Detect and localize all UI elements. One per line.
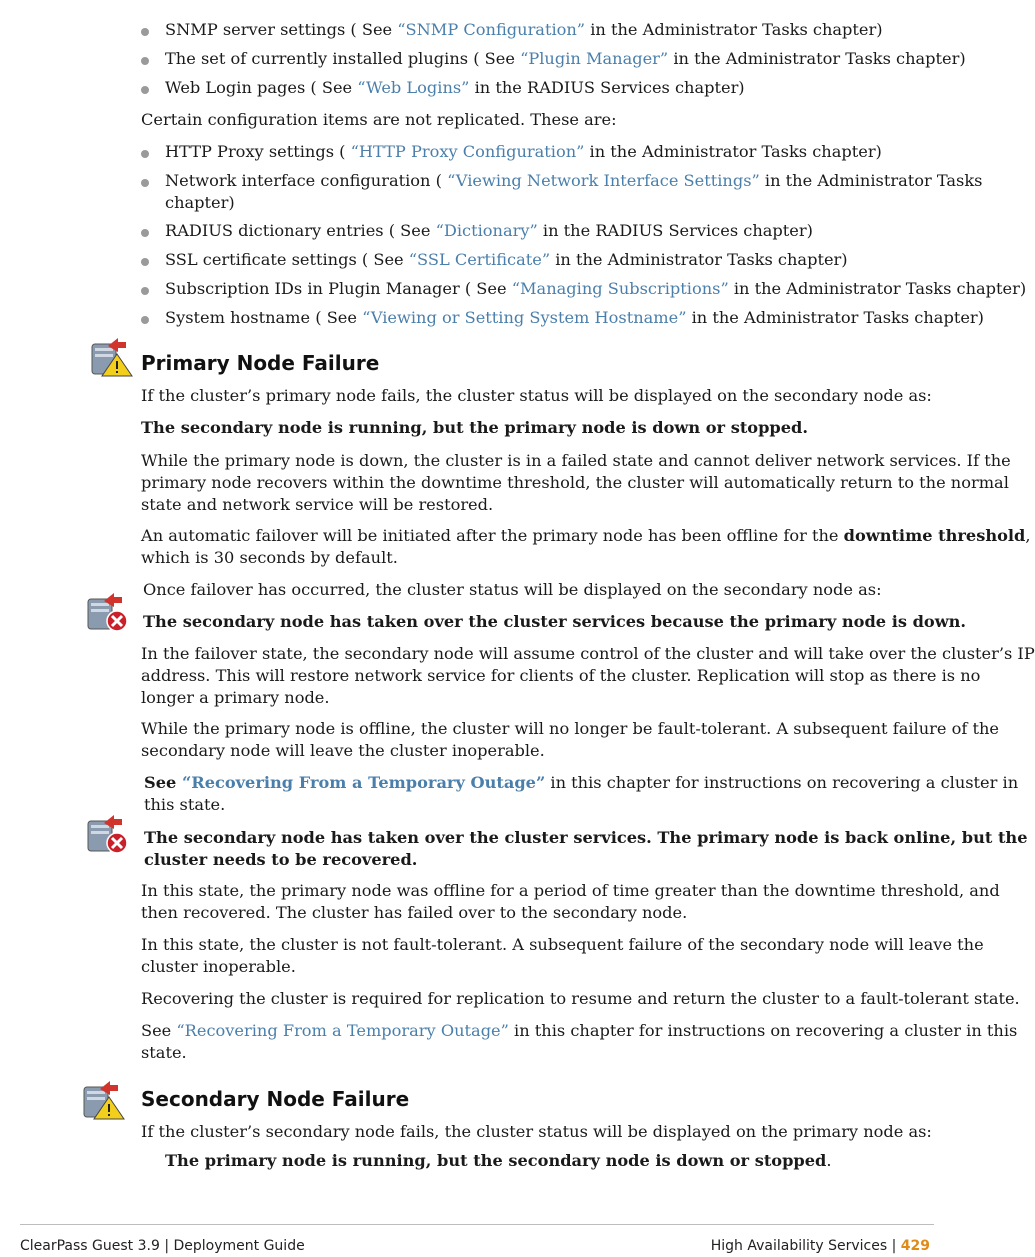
list-item xyxy=(165,170,982,192)
list-item-text: Web Login pages ( See xyxy=(165,78,358,97)
list-item xyxy=(165,278,1026,300)
list-item-text: SSL certificate settings ( See xyxy=(165,250,409,269)
bullet-marker xyxy=(141,28,149,36)
link-recovering-from-temporary-outage[interactable]: “Recovering From a Temporary Outage” xyxy=(181,773,546,792)
status-message xyxy=(165,1150,832,1172)
bullet-marker xyxy=(141,258,149,266)
paragraph-line: secondary node will leave the cluster inoperable. xyxy=(141,741,545,760)
link-web-logins[interactable]: “Web Logins” xyxy=(357,78,470,97)
paragraph-line: state. xyxy=(141,1043,187,1062)
paragraph: Once failover has occurred, the cluster status will be displayed on the secondary node as: xyxy=(143,580,882,599)
link-http-proxy-configuration[interactable]: “HTTP Proxy Configuration” xyxy=(350,142,585,161)
paragraph xyxy=(141,718,999,762)
list-item xyxy=(165,48,966,70)
paragraph-line: then recovered. The cluster has failed over to the secondary node. xyxy=(141,903,688,922)
paragraph-line: state and network service will be restored. xyxy=(141,495,494,514)
list-item-text: in the Administrator Tasks xyxy=(759,171,983,190)
paragraph-line xyxy=(141,1020,1017,1042)
paragraph xyxy=(141,934,984,978)
list-item-text: in the RADIUS Services chapter) xyxy=(537,221,813,240)
paragraph-line: which is 30 seconds by default. xyxy=(141,548,398,567)
bullet-marker xyxy=(141,229,149,237)
link-managing-subscriptions[interactable]: “Managing Subscriptions” xyxy=(511,279,729,298)
paragraph: If the cluster’s secondary node fails, the cluster status will be displayed on the primary node as: xyxy=(141,1122,932,1141)
link-viewing-network-interface-settings[interactable]: “Viewing Network Interface Settings” xyxy=(447,171,760,190)
paragraph-line: In this state, the primary node was offline for a period of time greater than the downtime threshold, and xyxy=(141,881,1000,900)
bullet-marker xyxy=(141,57,149,65)
status-message: The secondary node is running, but the primary node is down or stopped. xyxy=(141,418,808,437)
link-ssl-certificate[interactable]: “SSL Certificate” xyxy=(408,250,551,269)
paragraph-line: While the primary node is down, the cluster is in a failed state and cannot deliver network services. If the xyxy=(141,451,1011,470)
paragraph-line: In the failover state, the secondary node will assume control of the cluster and will take over the cluster’s IP xyxy=(141,644,1035,663)
paragraph-line: cluster inoperable. xyxy=(141,957,296,976)
list-item-text: RADIUS dictionary entries ( See xyxy=(165,221,436,240)
warning-icon xyxy=(80,1079,126,1121)
footer-right xyxy=(711,1235,930,1257)
paragraph xyxy=(141,450,1011,516)
paragraph-text: , xyxy=(1025,526,1031,545)
status-message xyxy=(144,827,1028,871)
status-message: The secondary node has taken over the cluster services because the primary node is down. xyxy=(143,612,967,631)
paragraph-text: in this chapter for instructions on recovering a cluster in this xyxy=(508,1021,1018,1040)
bullet-marker xyxy=(141,287,149,295)
footer-divider xyxy=(20,1224,934,1225)
paragraph-line: address. This will restore network service for clients of the cluster. Replication will stop as there is no xyxy=(141,666,981,685)
status-text: The primary node is running, but the secondary node is down or stopped xyxy=(165,1151,827,1170)
paragraph xyxy=(141,643,1035,709)
link-snmp-configuration[interactable]: “SNMP Configuration” xyxy=(397,20,586,39)
list-item-text: Network interface configuration ( xyxy=(165,171,448,190)
link-dictionary[interactable]: “Dictionary” xyxy=(435,221,538,240)
paragraph-line: longer a primary node. xyxy=(141,688,330,707)
page-number: 429 xyxy=(900,1238,930,1254)
bullet-marker xyxy=(141,179,149,187)
list-item xyxy=(165,220,813,242)
bullet-marker xyxy=(141,150,149,158)
list-item xyxy=(165,141,882,163)
see-reference xyxy=(141,1020,1017,1064)
list-item xyxy=(165,307,984,329)
list-item xyxy=(165,249,848,271)
paragraph xyxy=(141,525,1031,569)
list-item xyxy=(165,77,745,99)
paragraph xyxy=(141,880,1000,924)
see-reference xyxy=(144,772,1018,816)
link-plugin-manager[interactable]: “Plugin Manager” xyxy=(520,49,669,68)
error-icon xyxy=(84,591,130,633)
list-item-text: in the Administrator Tasks chapter) xyxy=(728,279,1027,298)
paragraph: If the cluster’s primary node fails, the cluster status will be displayed on the secondary node as: xyxy=(141,386,932,405)
footer-chapter: High Availability Services | xyxy=(710,1238,901,1254)
paragraph-text: in this chapter for instructions on recovering a cluster in xyxy=(545,773,1019,792)
paragraph-text: An automatic failover will be initiated after the primary node has been offline for the xyxy=(141,526,844,545)
paragraph: Recovering the cluster is required for replication to resume and return the cluster to a fault-tolerant state. xyxy=(141,989,1020,1008)
list-item-text: HTTP Proxy settings ( xyxy=(165,142,351,161)
list-item-text: SNMP server settings ( See xyxy=(165,20,398,39)
link-viewing-or-setting-system-hostname[interactable]: “Viewing or Setting System Hostname” xyxy=(362,308,687,327)
list-item-text: in the Administrator Tasks chapter) xyxy=(585,20,883,39)
paragraph-line: this state. xyxy=(144,795,226,814)
list-item-text: in the RADIUS Services chapter) xyxy=(469,78,745,97)
paragraph-line: cluster needs to be recovered. xyxy=(144,850,418,869)
paragraph-line: In this state, the cluster is not fault-tolerant. A subsequent failure of the secondary node will leave the xyxy=(141,935,984,954)
paragraph-line xyxy=(141,525,1031,547)
paragraph-line: primary node recovers within the downtime threshold, the cluster will automatically return to the normal xyxy=(141,473,1009,492)
downtime-threshold-term: downtime threshold xyxy=(843,526,1026,545)
list-item-text: in the Administrator Tasks chapter) xyxy=(686,308,984,327)
link-recovering-from-temporary-outage[interactable]: “Recovering From a Temporary Outage” xyxy=(176,1021,509,1040)
see-label: See xyxy=(141,1021,177,1040)
paragraph-line: While the primary node is offline, the cluster will no longer be fault-tolerant. A subsequent failure of the xyxy=(141,719,999,738)
see-label: See xyxy=(144,773,182,792)
list-item-text: The set of currently installed plugins ( See xyxy=(165,49,521,68)
not-replicated-intro: Certain configuration items are not replicated. These are: xyxy=(141,110,617,129)
section-heading-primary-node-failure: Primary Node Failure xyxy=(141,351,380,375)
list-item xyxy=(165,19,883,41)
footer-left: ClearPass Guest 3.9 | Deployment Guide xyxy=(20,1238,305,1254)
warning-icon xyxy=(88,336,134,378)
paragraph-line: The secondary node has taken over the cluster services. The primary node is back online, but the xyxy=(144,828,1028,847)
list-item-text: in the Administrator Tasks chapter) xyxy=(584,142,882,161)
error-icon xyxy=(84,813,130,855)
list-item-text: System hostname ( See xyxy=(165,308,363,327)
paragraph-line xyxy=(144,772,1018,794)
bullet-marker xyxy=(141,86,149,94)
section-heading-secondary-node-failure: Secondary Node Failure xyxy=(141,1087,410,1111)
list-item-text: in the Administrator Tasks chapter) xyxy=(668,49,966,68)
bullet-marker xyxy=(141,316,149,324)
list-item-continuation: chapter) xyxy=(165,193,235,212)
list-item-text: Subscription IDs in Plugin Manager ( See xyxy=(165,279,512,298)
status-text: . xyxy=(826,1151,832,1170)
list-item-text: in the Administrator Tasks chapter) xyxy=(550,250,848,269)
